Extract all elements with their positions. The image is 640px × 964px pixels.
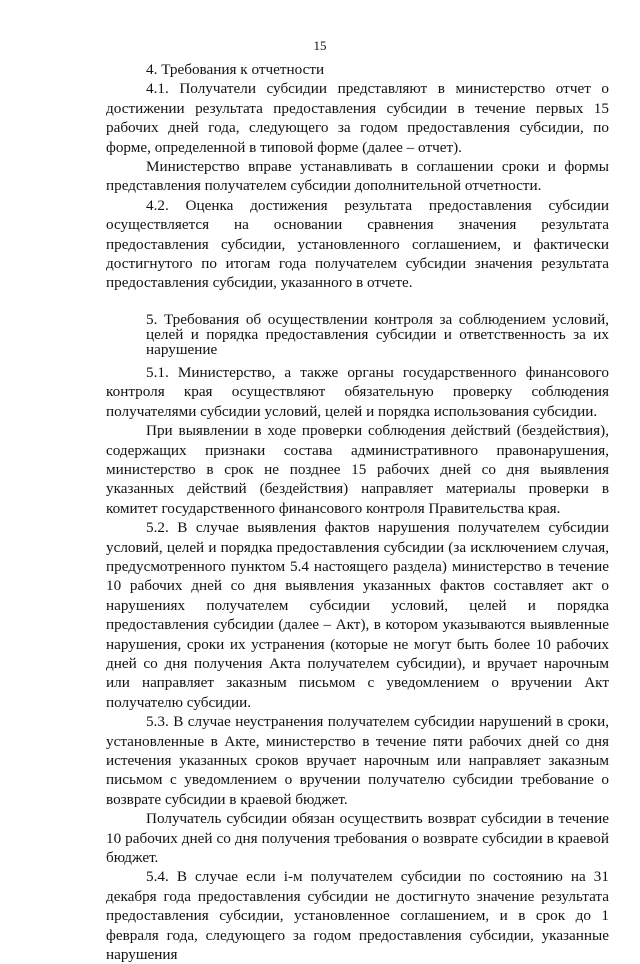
paragraph-4-1: 4.1. Получатели субсидии представляют в министерство отчет о достижении результата предоставления субсидии в течение первых 15 рабочих дней года, следующего за годом предоставления субсидии, по форме, определенной в типовой форме (далее – отчет). — [106, 80, 609, 156]
paragraph-5-2: 5.2. В случае выявления фактов нарушения получателем субсидии условий, целей и порядка предоставления субсидии (за исключением случая, предусмотренного пунктом 5.4 настоящего раздела) министерство в течение 10 рабочих дней со дня выявления указанных фактов составляет акт о нарушениях получателем субсидии условий, целей и порядка предоставления субсидии (далее – Акт), в котором указываются выявленные нарушения, сроки их устранения (которые не могут быть более 10 рабочих дней со дня получения Акта получателем субсидии), и вручает нарочным или направляет заказным письмом с уведомлением о вручении Акт получателю субсидии. — [106, 519, 609, 711]
section-5-heading: 5. Требования об осуществлении контроля за соблюдением условий, целей и порядка предоставления субсидии и ответственность за их нарушение — [146, 310, 609, 358]
paragraph-5-3-extra: Получатель субсидии обязан осуществить возврат субсидии в течение 10 рабочих дней со дня получения требования о возврате субсидии в краевой бюджет. — [106, 810, 609, 867]
paragraph-5-1-extra: При выявлении в ходе проверки соблюдения действий (бездействия), содержащих признаки состава административного правонарушения, министерство в срок не позднее 15 рабочих дней со дня выявления указанных действий (бездействия) направляет материалы проверки в комитет государственного финансового контроля Правительства края. — [106, 422, 609, 517]
paragraph-5-1: 5.1. Министерство, а также органы государственного финансового контроля края осуществляют обязательную проверку соблюдения получателями субсидии условий, целей и порядка использования субсидии. — [106, 363, 609, 420]
section-4-heading: 4. Требования к отчетности — [146, 61, 325, 78]
document-body — [106, 60, 609, 964]
paragraph-5-3: 5.3. В случае неустранения получателем субсидии нарушений в сроки, установленные в Акте, министерство в течение пяти рабочих дней со дня истечения указанных сроков вручает нарочным или направляет заказным письмом с уведомлением о вручении получателю субсидии требование о возврате субсидии в краевой бюджет. — [106, 713, 609, 808]
section-gap — [106, 293, 609, 312]
page-number: 15 — [313, 38, 327, 53]
paragraph-4-1-extra: Министерство вправе устанавливать в соглашении сроки и формы представления получателем субсидии дополнительной отчетности. — [106, 158, 609, 195]
paragraph-4-2: 4.2. Оценка достижения результата предоставления субсидии осуществляется на основании сравнения значения результата предоставления субсидии, установленного соглашением, и фактически достигнутого по итогам года получателем субсидии значения результата предоставления субсидии, указанного в отчете. — [106, 196, 609, 292]
paragraph-5-4: 5.4. В случае если i-м получателем субсидии по состоянию на 31 декабря года предоставления субсидии не достигнуто значение результата предоставления субсидии, установленное соглашением, и в срок до 1 февраля года, следующего за годом предоставления субсидии, указанные нарушения — [106, 868, 609, 964]
